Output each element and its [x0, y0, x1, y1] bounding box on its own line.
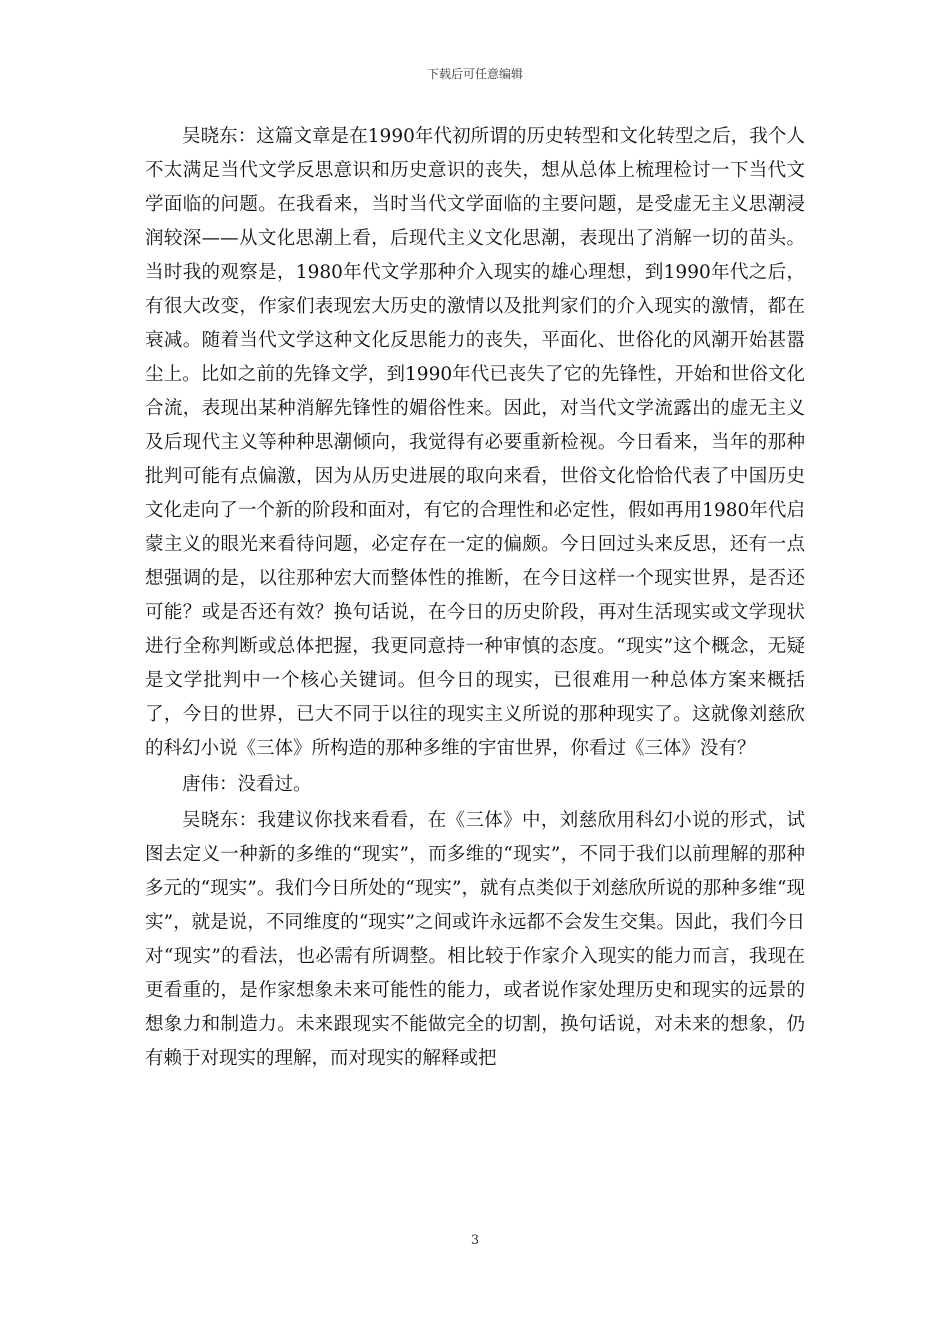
paragraph-wu-xiaodong-2: 吴晓东：我建议你找来看看，在《三体》中，刘慈欣用科幻小说的形式，试图去定义一种新的多维的“现实”，而多维的“现实”，不同于我们以前理解的那种多元的“现实”。我们今日所处的“现实”，就有点类似于刘慈欣所说的那种多维“现实”，就是说，不同维度的“现实”之间或许永远都不会发生交集。因此，我们今日对“现实”的看法，也必需有所调整。相比较于作家介入现实的能力而言，我现在更看重的，是作家想象未来可能性的能力，或者说作家处理历史和现实的远景的想象力和制造力。未来跟现实不能做完全的切割，换句话说，对未来的想象，仍有赖于对现实的理解，而对现实的解释或把 [145, 810, 805, 1069]
page-header: 下载后可任意编辑 [426, 67, 523, 81]
document-body [145, 120, 805, 1076]
page-number: 3 [470, 1233, 480, 1248]
paragraph-wu-xiaodong-1: 吴晓东：这篇文章是在1990年代初所谓的历史转型和文化转型之后，我个人不太满足当代文学反思意识和历史意识的丧失，想从总体上梳理检讨一下当代文学面临的问题。在我看来，当时当代文学面临的主要问题，是受虚无主义思潮浸润较深——从文化思潮上看，后现代主义文化思潮，表现出了消解一切的苗头。当时我的观察是，1980年代文学那种介入现实的雄心理想，到1990年代之后，有很大改变，作家们表现宏大历史的激情以及批判家们的介入现实的激情，都在衰减。随着当代文学这种文化反思能力的丧失，平面化、世俗化的风潮开始甚嚣尘上。比如之前的先锋文学，到1990年代已丧失了它的先锋性，开始和世俗文化合流，表现出某种消解先锋性的媚俗性来。因此，对当代文学流露出的虚无主义及后现代主义等种种思潮倾向，我觉得有必要重新检视。今日看来，当年的那种批判可能有点偏激，因为从历史进展的取向来看，世俗文化恰恰代表了中国历史文化走向了一个新的阶段和面对，有它的合理性和必定性，假如再用1980年代启蒙主义的眼光来看待问题，必定存在一定的偏颇。今日回过头来反思，还有一点想强调的是，以往那种宏大而整体性的推断，在今日这样一个现实世界，是否还可能？或是否还有效？换句话说，在今日的历史阶段，再对生活现实或文学现状进行全称判断或总体把握，我更同意持一种审慎的态度。“现实”这个概念，无疑是文学批判中一个核心关键词。但今日的现实，已很难用一种总体方案来概括了，今日的世界，已大不同于以往的现实主义所说的那种现实了。这就像刘慈欣的科幻小说《三体》所构造的那种多维的宇宙世界，你看过《三体》没有？ [145, 126, 805, 759]
paragraph-tang-wei: 唐伟：没看过。 [182, 774, 312, 795]
